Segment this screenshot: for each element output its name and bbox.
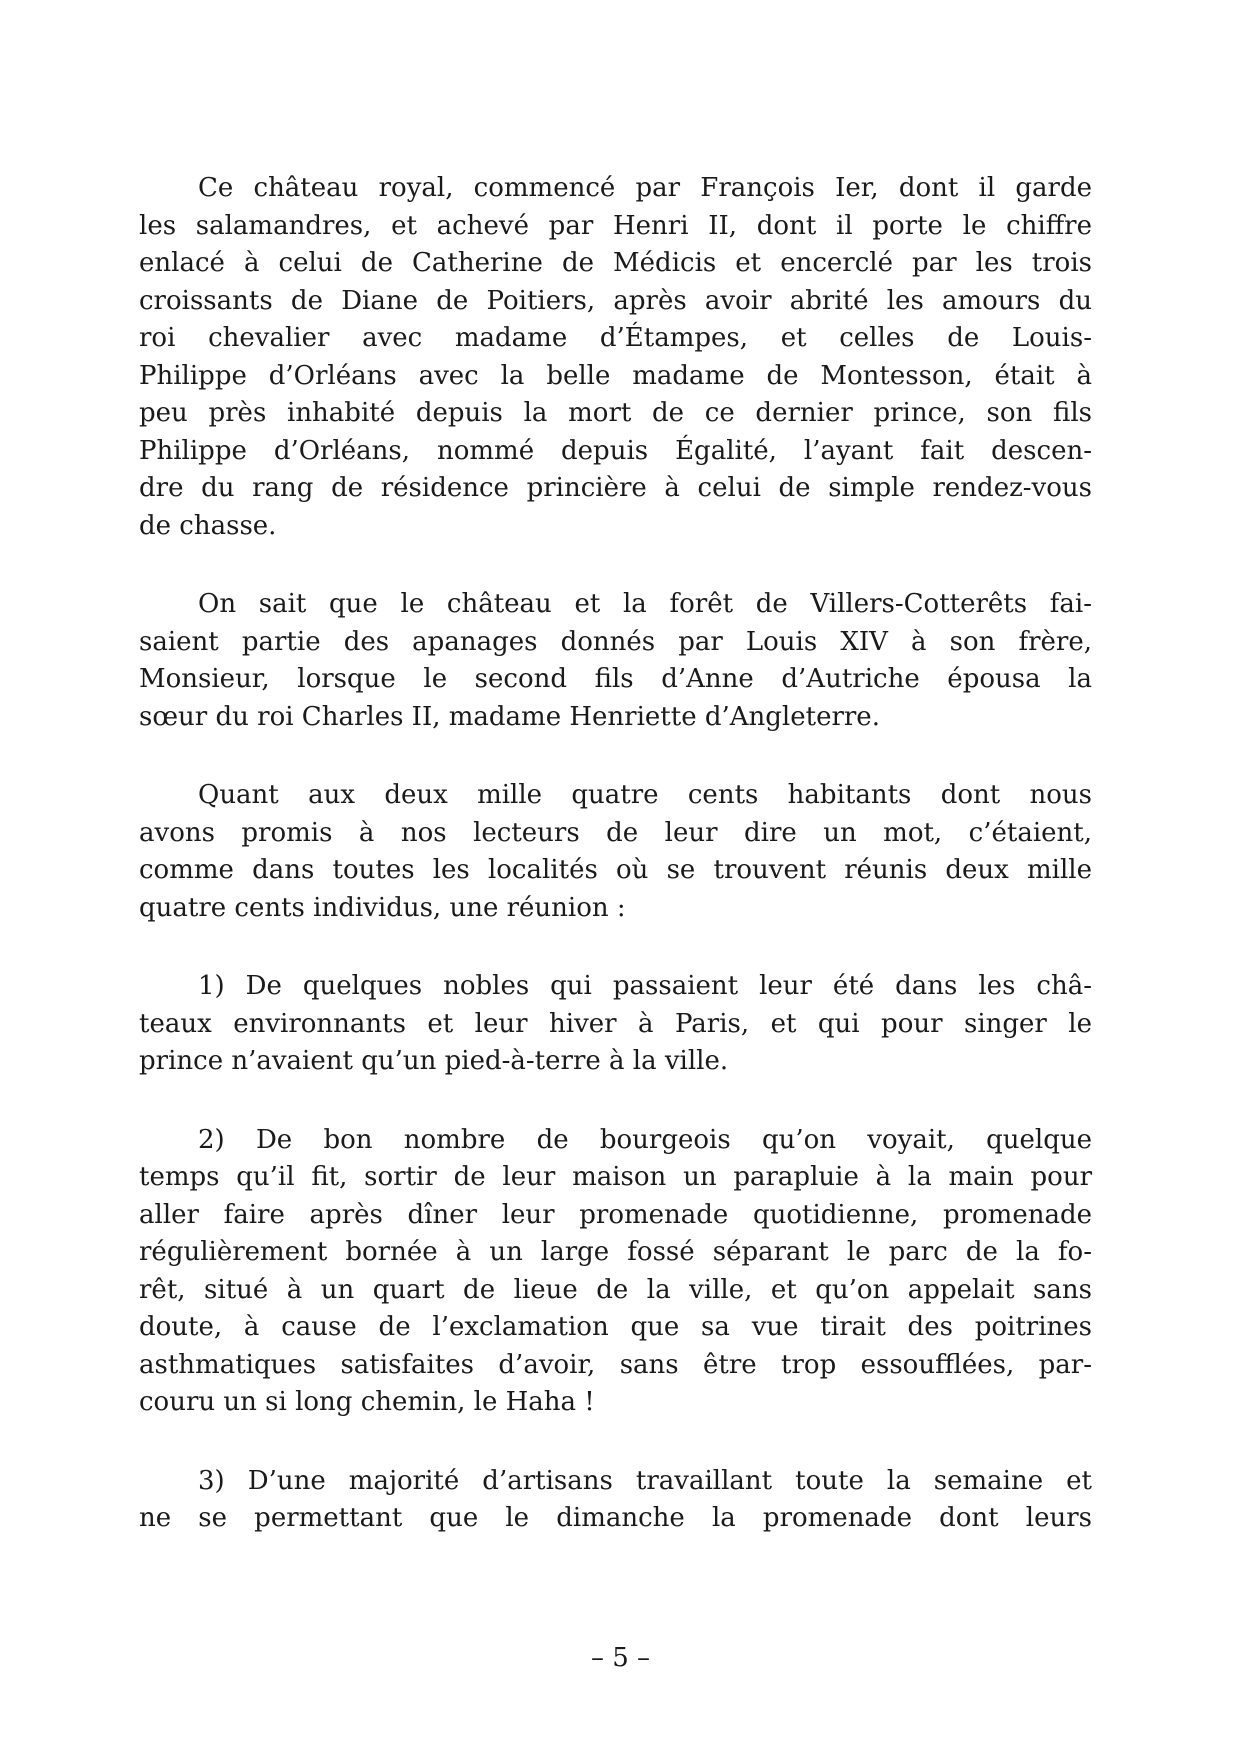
text-line: ne se permettant que le dimanche la promenade dont leurs xyxy=(139,1503,1092,1533)
paragraph xyxy=(139,1463,1092,1538)
page-footer xyxy=(0,1640,1241,1678)
paragraph xyxy=(139,968,1092,1081)
text-line: aller faire après dîner leur promenade quotidienne, promenade xyxy=(139,1199,1092,1230)
text-line: Philippe d’Orléans avec la belle madame de Montesson, était à xyxy=(139,360,1092,391)
text-line: régulièrement bornée à un large fossé séparant le parc de la fo- xyxy=(139,1237,1092,1267)
text-line: avons promis à nos lecteurs de leur dire un mot, c’étaient, xyxy=(139,817,1092,848)
text-line: de chasse. xyxy=(139,510,277,541)
text-line: peu près inhabité depuis la mort de ce dernier prince, son fils xyxy=(139,398,1092,428)
text-line: Philippe d’Orléans, nommé depuis Égalité, l’ayant fait descen- xyxy=(139,435,1092,466)
text-line: Monsieur, lorsque le second fils d’Anne d’Autriche épousa la xyxy=(139,664,1092,694)
paragraph xyxy=(139,586,1092,736)
text-line: enlacé à celui de Catherine de Médicis et encerclé par les trois xyxy=(139,248,1092,278)
text-line: rêt, situé à un quart de lieue de la ville, et qu’on appelait sans xyxy=(139,1274,1092,1305)
text-line: temps qu’il fit, sortir de leur maison un parapluie à la main pour xyxy=(139,1162,1092,1192)
paragraph xyxy=(139,1122,1092,1422)
text-line: teaux environnants et leur hiver à Paris, et qui pour singer le xyxy=(139,1008,1092,1039)
text-line: quatre cents individus, une réunion : xyxy=(139,892,626,923)
text-line: sœur du roi Charles II, madame Henriette d’Angleterre. xyxy=(139,701,880,732)
text-line: saient partie des apanages donnés par Louis XIV à son frère, xyxy=(139,626,1092,657)
page-body xyxy=(139,170,1092,1579)
paragraph xyxy=(139,777,1092,927)
text-line: croissants de Diane de Poitiers, après avoir abrité les amours du xyxy=(139,285,1092,316)
text-line: roi chevalier avec madame d’Étampes, et celles de Louis- xyxy=(139,323,1092,353)
page-number: – 5 – xyxy=(590,1643,651,1673)
text-line: doute, à cause de l’exclamation que sa vue tirait des poitrines xyxy=(139,1312,1092,1342)
text-line: Quant aux deux mille quatre cents habitants dont nous xyxy=(198,780,1092,810)
text-line: prince n’avaient qu’un pied-à-terre à la ville. xyxy=(139,1046,729,1076)
text-line: dre du rang de résidence princière à celui de simple rendez-vous xyxy=(139,473,1092,503)
text-line: 2) De bon nombre de bourgeois qu’on voyait, quelque xyxy=(198,1124,1092,1155)
text-line: couru un si long chemin, le Haha ! xyxy=(139,1387,595,1417)
text-line: Ce château royal, commencé par François Ier, dont il garde xyxy=(198,173,1092,203)
text-line: comme dans toutes les localités où se trouvent réunis deux mille xyxy=(139,855,1092,885)
paragraph xyxy=(139,170,1092,545)
text-line: 3) D’une majorité d’artisans travaillant toute la semaine et xyxy=(198,1465,1092,1496)
text-line: les salamandres, et achevé par Henri II, dont il porte le chiffre xyxy=(139,210,1092,241)
text-line: 1) De quelques nobles qui passaient leur été dans les châ- xyxy=(198,971,1092,1001)
text-line: On sait que le château et la forêt de Villers-Cotterêts fai- xyxy=(198,589,1092,619)
text-line: asthmatiques satisfaites d’avoir, sans être trop essoufflées, par- xyxy=(139,1349,1092,1380)
